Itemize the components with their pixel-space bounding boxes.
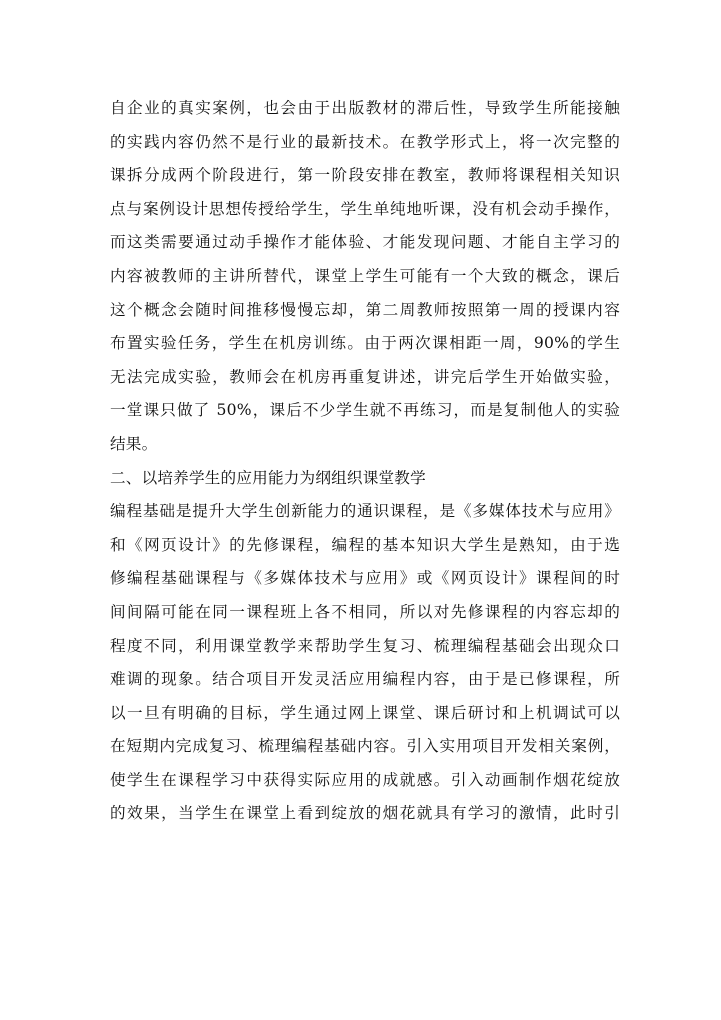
text-line: 修编程基础课程与《多媒体技术与应用》或《网页设计》课程间的时 — [110, 569, 620, 588]
text-line: 无法完成实验，教师会在机房再重复讲述，讲完后学生开始做实验， — [110, 367, 620, 386]
text-line: 结果。 — [110, 434, 158, 453]
body-text — [110, 92, 620, 831]
text-line: 以一旦有明确的目标，学生通过网上课堂、课后研讨和上机调试可以 — [110, 703, 620, 722]
text-line: 这个概念会随时间推移慢慢忘却，第二周教师按照第一周的授课内容 — [110, 300, 620, 319]
text-line: 的实践内容仍然不是行业的最新技术。在教学形式上，将一次完整的 — [110, 132, 620, 151]
section-heading: 二、以培养学生的应用能力为纲组织课堂教学 — [110, 468, 426, 487]
text-line: 程度不同，利用课堂教学来帮助学生复习、梳理编程基础会出现众口 — [110, 636, 620, 655]
text-line: 和《网页设计》的先修课程，编程的基本知识大学生是熟知，由于选 — [110, 535, 620, 554]
text-line: 内容被教师的主讲所替代，课堂上学生可能有一个大致的概念，课后 — [110, 266, 620, 285]
text-line: 一堂课只做了 50%，课后不少学生就不再练习，而是复制他人的实验 — [110, 401, 620, 420]
text-line: 而这类需要通过动手操作才能体验、才能发现问题、才能自主学习的 — [110, 233, 620, 252]
text-line: 自企业的真实案例，也会由于出版教材的滞后性，导致学生所能接触 — [110, 99, 620, 117]
text-line: 间间隔可能在同一课程班上各不相同，所以对先修课程的内容忘却的 — [110, 602, 620, 621]
text-line: 课拆分成两个阶段进行，第一阶段安排在教室，教师将课程相关知识 — [110, 166, 620, 185]
text-line: 点与案例设计思想传授给学生，学生单纯地听课，没有机会动手操作， — [110, 199, 620, 218]
text-line: 在短期内完成复习、梳理编程基础内容。引入实用项目开发相关案例， — [110, 737, 620, 756]
text-line: 难调的现象。结合项目开发灵活应用编程内容，由于是已修课程，所 — [110, 670, 620, 689]
text-line: 使学生在课程学习中获得实际应用的成就感。引入动画制作烟花绽放 — [110, 770, 620, 789]
text-line: 编程基础是提升大学生创新能力的通识课程，是《多媒体技术与应用》 — [110, 502, 620, 521]
text-line: 布置实验任务，学生在机房训练。由于两次课相距一周，90%的学生 — [110, 334, 620, 353]
text-line: 的效果，当学生在课堂上看到绽放的烟花就具有学习的激情，此时引 — [110, 804, 620, 823]
